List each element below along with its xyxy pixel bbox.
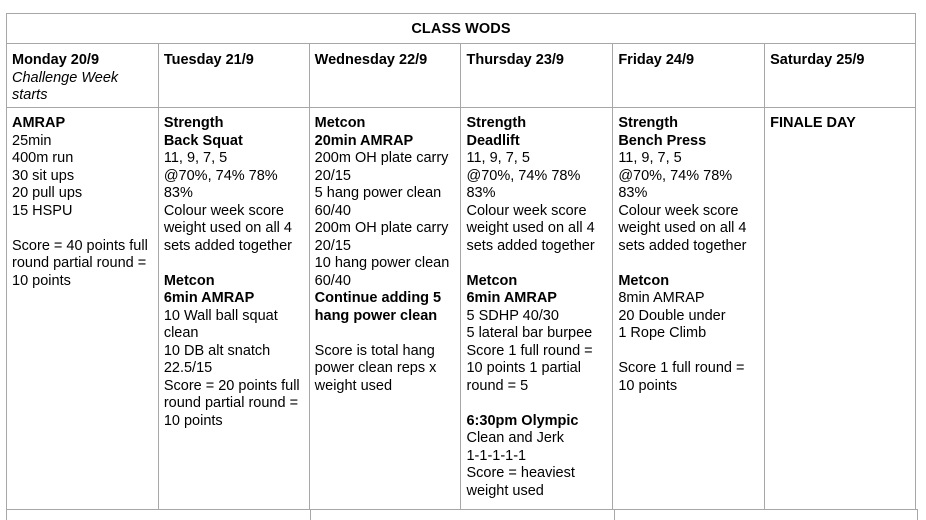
workout-line: 25min xyxy=(12,132,52,149)
workout-line: @70%, 74% 78% 83% xyxy=(163,167,282,201)
workout-line: 11, 9, 7, 5 xyxy=(618,150,682,166)
header-cell-wednesday xyxy=(310,44,462,108)
workout-line: Metcon xyxy=(314,115,366,131)
workout-line: Strength xyxy=(466,115,527,131)
header-cell-thursday xyxy=(461,44,613,108)
workout-cell-wednesday xyxy=(310,108,462,509)
workout-row xyxy=(6,108,916,509)
workout-line: Colour week score weight used on all 4 sets added together xyxy=(163,202,297,254)
workout-cell-monday xyxy=(7,108,159,509)
workout-line: 11, 9, 7, 5 xyxy=(466,150,530,166)
workout-line: Score 1 full round = 10 points 1 partial round = 5 xyxy=(466,342,597,394)
workout-line: @70%, 74% 78% 83% xyxy=(618,167,737,201)
workout-line: Metcon xyxy=(163,272,215,289)
next-row-edge xyxy=(6,509,918,520)
workout-line: Colour week score weight used on all 4 sets added together xyxy=(618,202,751,254)
header-cell-tuesday xyxy=(159,44,310,108)
header-cell-saturday xyxy=(765,44,916,108)
table-title: CLASS WODS xyxy=(6,13,916,43)
workout-line: 400m run xyxy=(12,150,74,166)
workout-line: 6:30pm Olympic xyxy=(466,412,579,429)
workout-line: 6min AMRAP xyxy=(466,290,557,306)
workout-line: Score 1 full round = 10 points xyxy=(618,360,749,394)
workout-line: 10 Wall ball squat clean xyxy=(163,307,282,341)
workout-line: @70%, 74% 78% 83% xyxy=(466,167,585,201)
workout-line: Score = heaviest weight used xyxy=(466,465,579,499)
workout-line: 5 hang power clean 60/40 xyxy=(314,185,446,219)
workout-line: 10 hang power clean 60/40 xyxy=(314,255,454,289)
workout-line: 200m OH plate carry 20/15 xyxy=(314,220,453,254)
workout-line: 8min AMRAP xyxy=(618,290,705,306)
workout-line: 10 DB alt snatch 22.5/15 xyxy=(163,342,275,376)
wod-table xyxy=(6,13,916,509)
day-label: Saturday 25/9 xyxy=(770,52,865,68)
workout-line: 20 pull ups xyxy=(12,185,83,201)
workout-line: Continue adding 5 hang power clean xyxy=(314,290,446,324)
workout-line: Metcon xyxy=(466,272,518,289)
spacer xyxy=(315,325,456,343)
day-label: Tuesday 21/9 xyxy=(163,52,254,68)
workout-cell-saturday xyxy=(765,108,916,509)
workout-line: Clean and Jerk xyxy=(466,430,565,446)
workout-line: 15 HSPU xyxy=(12,202,73,219)
header-row xyxy=(6,43,916,108)
workout-line: 1-1-1-1-1 xyxy=(466,447,527,464)
workout-line: AMRAP xyxy=(12,115,66,131)
workout-cell-friday xyxy=(613,108,765,509)
workout-line: 30 sit ups xyxy=(12,167,75,184)
workout-line: Score = 20 points full round partial round = 10 points xyxy=(163,377,304,429)
header-cell-friday xyxy=(613,44,765,108)
workout-line: Deadlift xyxy=(466,132,520,149)
workout-line: 6min AMRAP xyxy=(163,290,255,306)
workout-cell-thursday xyxy=(461,108,613,509)
spacer xyxy=(466,395,607,413)
workout-line: Strength xyxy=(163,115,224,131)
workout-line: Score is total hang power clean reps x weight used xyxy=(314,342,441,394)
day-label: Wednesday 22/9 xyxy=(314,52,428,68)
spacer xyxy=(618,343,759,361)
spacer xyxy=(12,220,153,238)
workout-line: Bench Press xyxy=(618,132,707,149)
workout-line: 11, 9, 7, 5 xyxy=(163,150,228,166)
day-label: Monday 20/9 xyxy=(12,52,100,68)
workout-line: FINALE DAY xyxy=(770,115,856,131)
spacer xyxy=(618,255,759,273)
spacer xyxy=(164,255,304,273)
workout-line: 200m OH plate carry 20/15 xyxy=(314,150,453,184)
spacer xyxy=(466,255,607,273)
workout-line: 5 lateral bar burpee xyxy=(466,325,593,341)
header-cell-monday xyxy=(7,44,159,108)
workout-line: Back Squat xyxy=(163,132,243,149)
workout-line: 20 Double under xyxy=(618,307,726,324)
workout-line: 5 SDHP 40/30 xyxy=(466,307,559,324)
workout-line: 20min AMRAP xyxy=(314,132,414,149)
workout-line: Metcon xyxy=(618,272,670,289)
day-subtitle: Challenge Week starts xyxy=(12,69,119,103)
workout-cell-tuesday xyxy=(159,108,310,509)
day-label: Thursday 23/9 xyxy=(466,52,564,68)
workout-line: Colour week score weight used on all 4 sets added together xyxy=(466,202,599,254)
day-label: Friday 24/9 xyxy=(618,52,695,68)
workout-line: 1 Rope Climb xyxy=(618,325,707,341)
workout-line: Score = 40 points full round partial round = 10 points xyxy=(12,237,152,289)
workout-line: Strength xyxy=(618,115,678,131)
